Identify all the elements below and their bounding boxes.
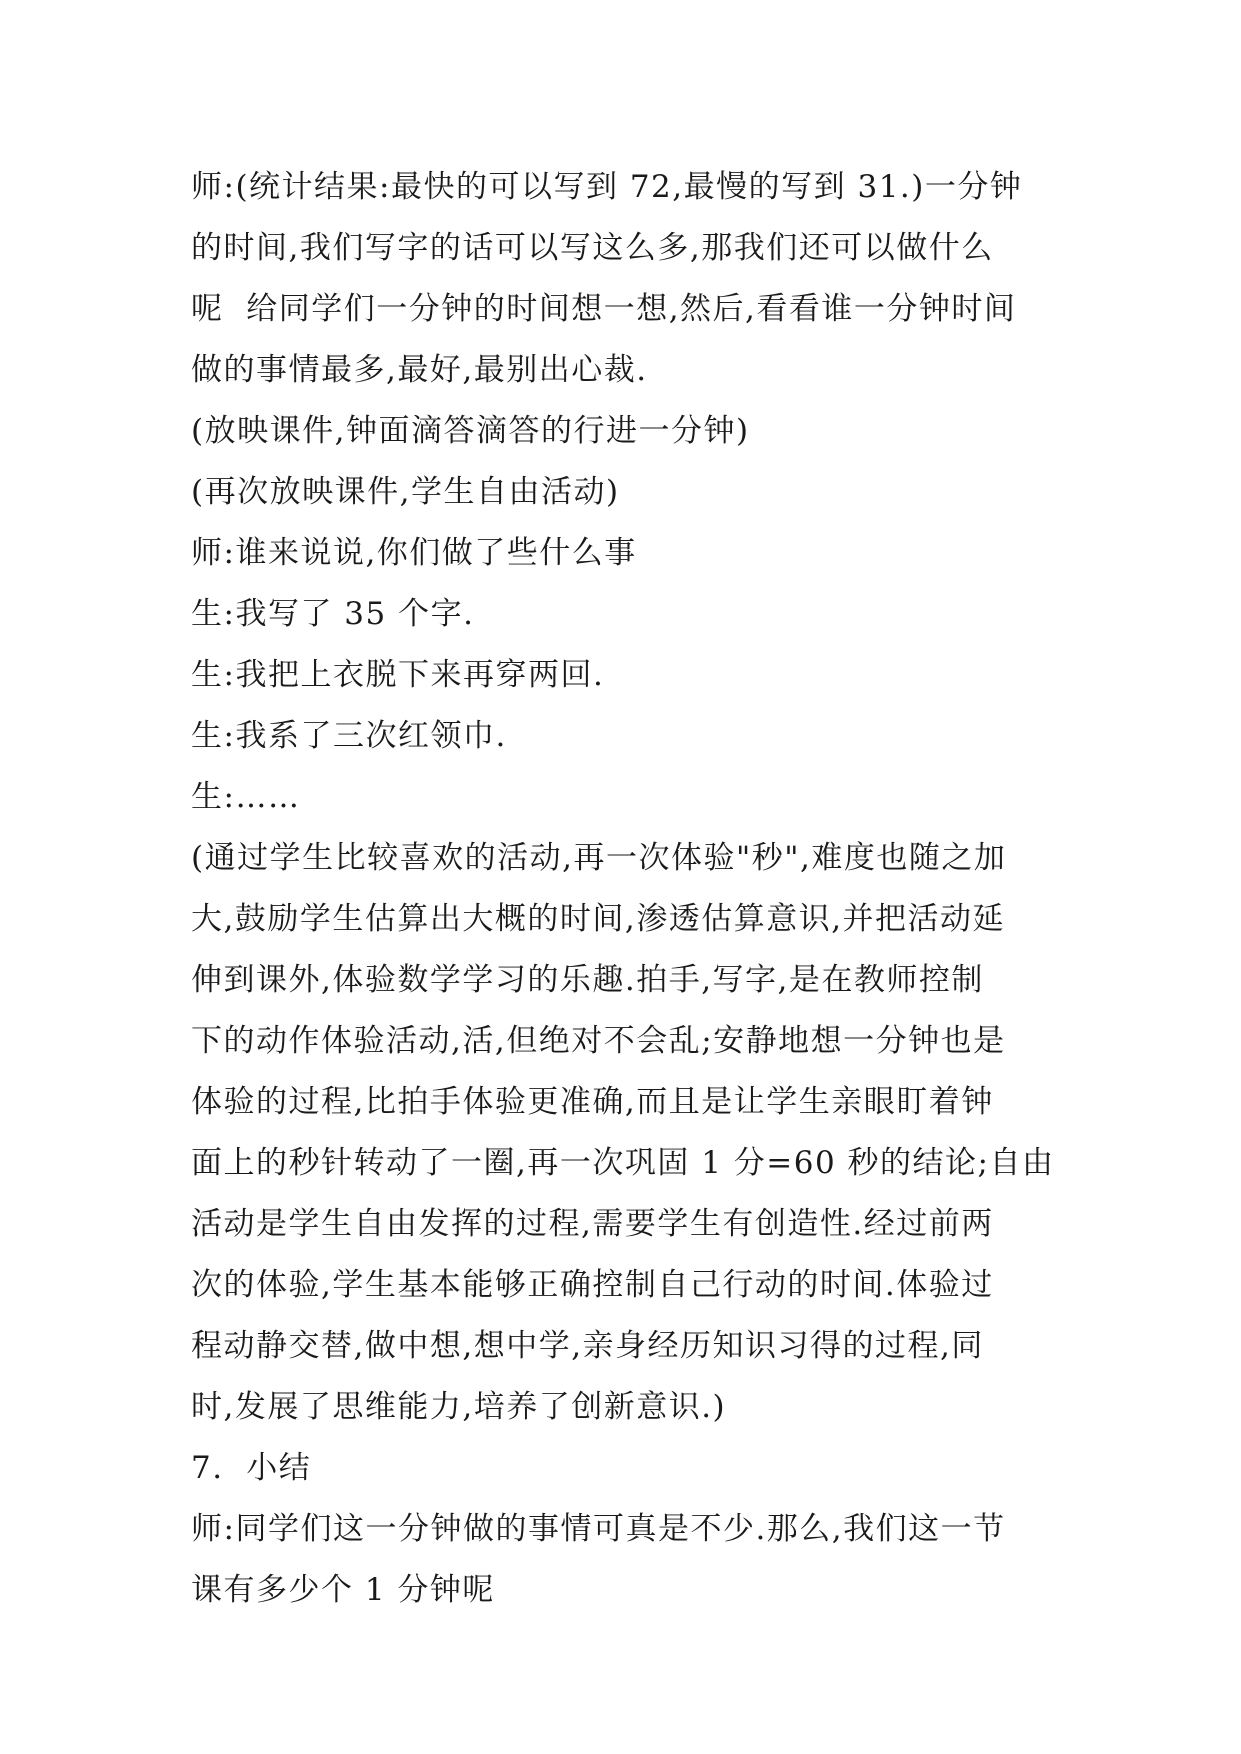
- text-line: 下的动作体验活动,活,但绝对不会乱;安静地想一分钟也是: [191, 1023, 1006, 1059]
- text-line: (通过学生比较喜欢的活动,再一次体验"秒",难度也随之加: [191, 840, 1007, 876]
- text-line: 呢 给同学们一分钟的时间想一想,然后,看看谁一分钟时间: [191, 291, 1017, 327]
- section-heading: 7. 小结: [191, 1450, 312, 1486]
- text-line: 师:(统计结果:最快的可以写到 72,最慢的写到 31.)一分钟: [191, 169, 1023, 205]
- text-line: 面上的秒针转动了一圈,再一次巩固 1 分=60 秒的结论;自由: [191, 1145, 1055, 1181]
- text-line: 做的事情最多,最好,最别出心裁.: [191, 352, 648, 388]
- text-line: 生:我把上衣脱下来再穿两回.: [191, 657, 605, 693]
- text-line: 生:我系了三次红领巾.: [191, 718, 507, 754]
- text-line: 次的体验,学生基本能够正确控制自己行动的时间.体验过: [191, 1267, 994, 1303]
- text-line: (再次放映课件,学生自由活动): [191, 474, 620, 510]
- document-body: [191, 157, 1061, 1621]
- text-line: 师:同学们这一分钟做的事情可真是不少.那么,我们这一节: [191, 1511, 1006, 1547]
- text-line: 的时间,我们写字的话可以写这么多,那我们还可以做什么: [191, 230, 994, 266]
- text-line: 活动是学生自由发挥的过程,需要学生有创造性.经过前两: [191, 1206, 994, 1242]
- text-line: 大,鼓励学生估算出大概的时间,渗透估算意识,并把活动延: [191, 901, 1006, 937]
- text-line: 生:我写了 35 个字.: [191, 596, 475, 632]
- text-line: 课有多少个 1 分钟呢: [191, 1572, 495, 1608]
- text-line: 伸到课外,体验数学学习的乐趣.拍手,写字,是在教师控制: [191, 962, 984, 998]
- text-line: (放映课件,钟面滴答滴答的行进一分钟): [191, 413, 750, 449]
- text-line: 时,发展了思维能力,培养了创新意识.): [191, 1389, 727, 1425]
- text-line: 师:谁来说说,你们做了些什么事: [191, 535, 637, 571]
- text-line: 程动静交替,做中想,想中学,亲身经历知识习得的过程,同: [191, 1328, 984, 1364]
- text-line: 体验的过程,比拍手体验更准确,而且是让学生亲眼盯着钟: [191, 1084, 994, 1120]
- text-line: 生:……: [191, 779, 301, 815]
